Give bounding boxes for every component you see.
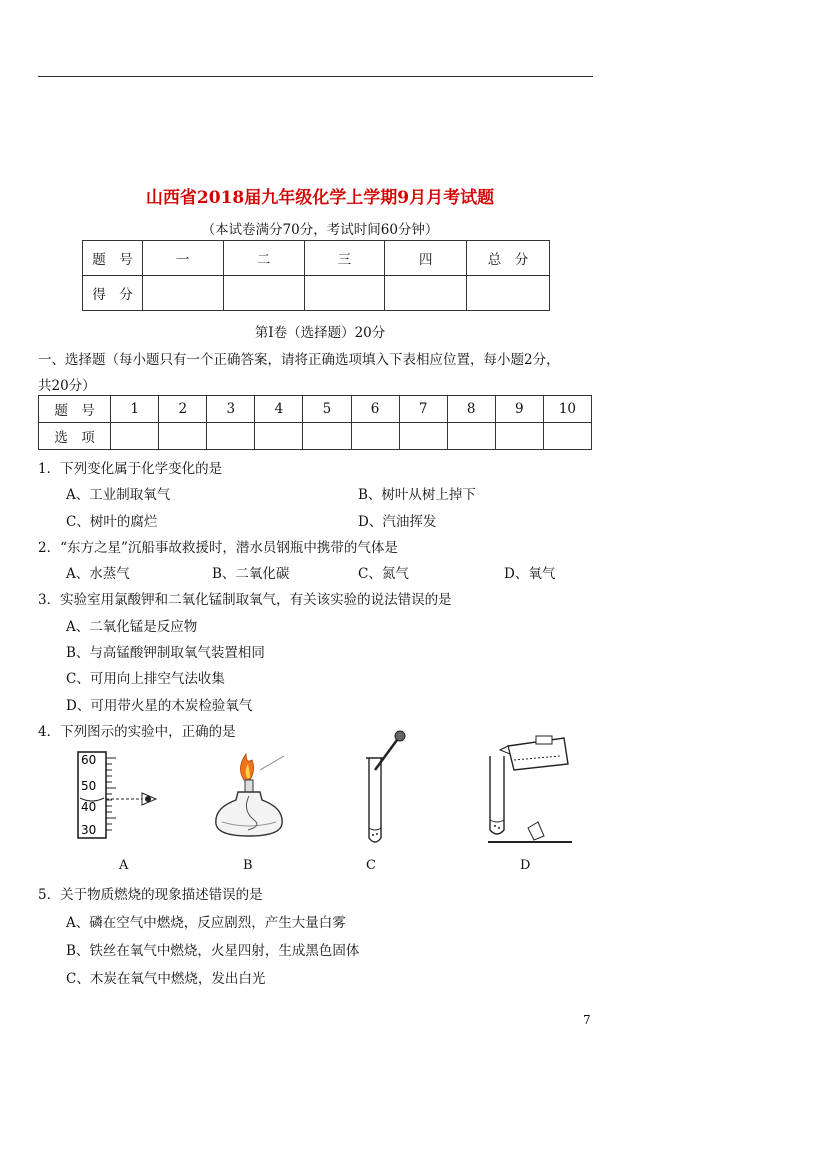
- question-1-stem: 1．下列变化属于化学变化的是: [38, 461, 223, 477]
- figure-b-alcohol-lamp: [212, 750, 292, 844]
- question-2-option-c[interactable]: C、氮气: [358, 566, 409, 582]
- answer-number: 1: [111, 396, 159, 423]
- score-row-header-number: 题 号: [83, 241, 143, 276]
- cylinder-tick-40: 40: [81, 800, 97, 814]
- answer-number: 2: [159, 396, 207, 423]
- question-1-option-a[interactable]: A、工业制取氧气: [66, 487, 171, 503]
- score-cell[interactable]: [142, 276, 223, 311]
- answer-cell[interactable]: [159, 423, 207, 450]
- score-col-2: 二: [223, 241, 304, 276]
- question-3-option-d[interactable]: D、可用带火星的木炭检验氧气: [66, 698, 253, 714]
- cylinder-tick-60: 60: [81, 753, 97, 767]
- question-2-option-a[interactable]: A、水蒸气: [66, 566, 130, 582]
- figure-label-d[interactable]: D: [520, 858, 531, 873]
- answer-number: 9: [495, 396, 543, 423]
- answer-number: 8: [447, 396, 495, 423]
- score-col-total: 总 分: [467, 241, 550, 276]
- score-cell[interactable]: [223, 276, 304, 311]
- question-5-stem: 5．关于物质燃烧的现象描述错误的是: [38, 887, 263, 903]
- answer-cell[interactable]: [399, 423, 447, 450]
- question-5-option-b[interactable]: B、铁丝在氧气中燃烧，火星四射，生成黑色固体: [66, 943, 360, 959]
- answer-cell[interactable]: [495, 423, 543, 450]
- exam-subtitle: （本试卷满分70分，考试时间60分钟）: [201, 222, 439, 238]
- score-col-4: 四: [385, 241, 467, 276]
- answer-cell[interactable]: [111, 423, 159, 450]
- question-2-option-d[interactable]: D、氧气: [504, 566, 556, 582]
- answer-cell[interactable]: [447, 423, 495, 450]
- score-cell[interactable]: [385, 276, 467, 311]
- question-3-option-b[interactable]: B、与高锰酸钾制取氧气装置相同: [66, 645, 265, 661]
- score-col-1: 一: [142, 241, 223, 276]
- answer-number: 4: [255, 396, 303, 423]
- figure-d-pouring-reagent: [480, 730, 580, 848]
- answer-row-header-number: 题 号: [39, 396, 111, 423]
- question-2-stem: 2．“东方之星”沉船事故救援时，潜水员钢瓶中携带的气体是: [38, 540, 398, 556]
- question-1-option-b[interactable]: B、树叶从树上掉下: [358, 487, 476, 503]
- question-1-option-d[interactable]: D、汽油挥发: [358, 514, 437, 530]
- instructions-line-2: 共20分）: [38, 378, 96, 394]
- answer-number: 7: [399, 396, 447, 423]
- answer-table: [38, 395, 592, 450]
- answer-number: 6: [351, 396, 399, 423]
- figure-c-test-tube-dropper: [355, 730, 415, 848]
- cylinder-tick-50: 50: [81, 779, 97, 793]
- score-col-3: 三: [304, 241, 385, 276]
- header-rule: [38, 76, 593, 77]
- score-cell[interactable]: [304, 276, 385, 311]
- answer-number: 3: [207, 396, 255, 423]
- section-title: 第Ⅰ卷（选择题）20分: [254, 325, 386, 341]
- figure-label-b[interactable]: B: [243, 858, 253, 873]
- page-number: 7: [583, 1013, 591, 1027]
- question-5-option-a[interactable]: A、磷在空气中燃烧，反应剧烈，产生大量白雾: [66, 915, 346, 931]
- figure-label-c[interactable]: C: [366, 858, 376, 873]
- answer-cell[interactable]: [351, 423, 399, 450]
- answer-cell[interactable]: [207, 423, 255, 450]
- question-3-option-c[interactable]: C、可用向上排空气法收集: [66, 671, 225, 687]
- score-cell[interactable]: [467, 276, 550, 311]
- answer-number: 10: [543, 396, 591, 423]
- question-5-option-c[interactable]: C、木炭在氧气中燃烧，发出白光: [66, 971, 266, 987]
- figure-label-a[interactable]: A: [119, 858, 129, 873]
- question-4-stem: 4．下列图示的实验中，正确的是: [38, 724, 236, 740]
- answer-cell[interactable]: [543, 423, 591, 450]
- question-3-option-a[interactable]: A、二氧化锰是反应物: [66, 619, 198, 635]
- instructions-line-1: 一、选择题（每小题只有一个正确答案，请将正确选项填入下表相应位置，每小题2分，: [38, 352, 560, 368]
- score-row-header-score: 得 分: [83, 276, 143, 311]
- question-3-stem: 3．实验室用氯酸钾和二氧化锰制取氧气，有关该实验的说法错误的是: [38, 592, 452, 608]
- answer-cell[interactable]: [303, 423, 351, 450]
- answer-row-header-option: 选 项: [39, 423, 111, 450]
- figure-a-graduated-cylinder: [72, 748, 167, 844]
- cylinder-tick-30: 30: [81, 823, 97, 837]
- question-1-option-c[interactable]: C、树叶的腐烂: [66, 514, 158, 530]
- answer-number: 5: [303, 396, 351, 423]
- exam-title: 山西省2018届九年级化学上学期9月月考试题: [145, 188, 495, 208]
- question-2-option-b[interactable]: B、二氧化碳: [212, 566, 290, 582]
- score-table: [82, 240, 550, 311]
- answer-cell[interactable]: [255, 423, 303, 450]
